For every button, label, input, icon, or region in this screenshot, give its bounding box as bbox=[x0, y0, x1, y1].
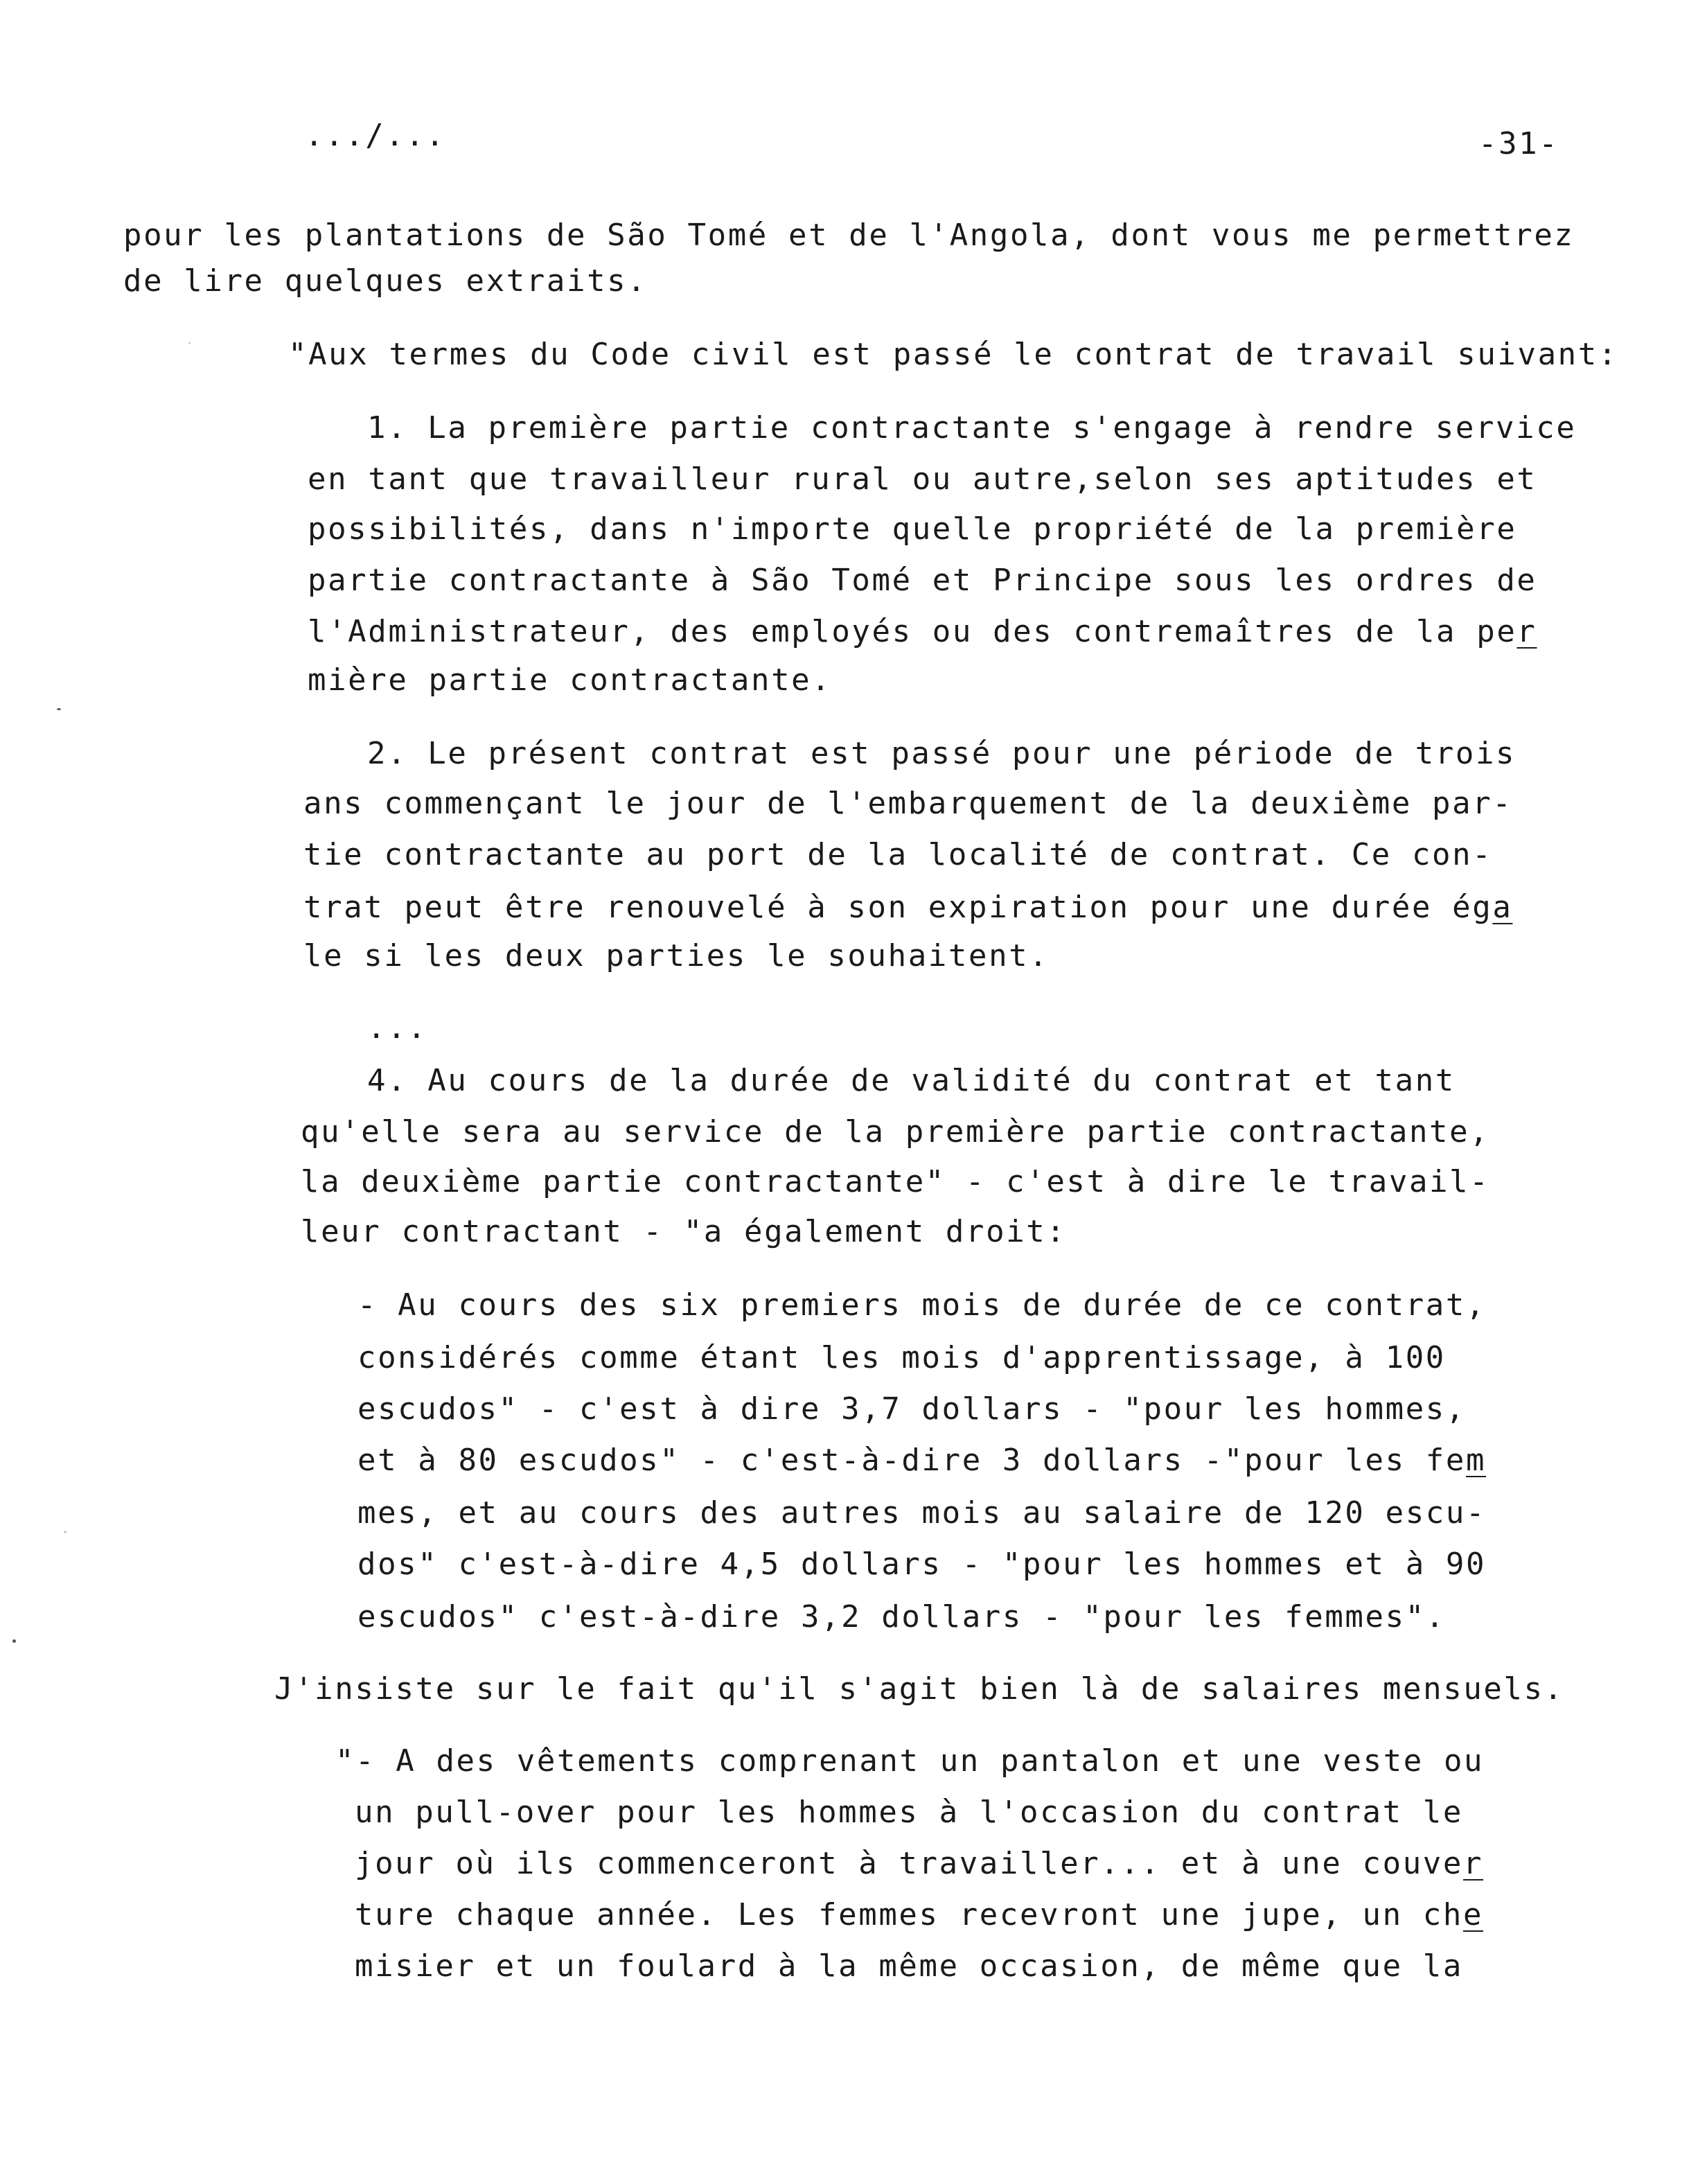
clause-4-line: 4. Au cours de la durée de validité du contrat et tant bbox=[367, 1063, 1456, 1098]
scan-speck bbox=[188, 342, 191, 344]
wages-line: escudos" - c'est à dire 3,7 dollars - "pour les hommes, bbox=[357, 1391, 1466, 1427]
wages-line: - Au cours des six premiers mois de durée de ce contrat, bbox=[357, 1287, 1487, 1323]
wages-line bbox=[357, 1440, 1486, 1481]
underlined-letter: r bbox=[1516, 614, 1537, 649]
wages-line: considérés comme étant les mois d'apprentissage, à 100 bbox=[357, 1340, 1446, 1375]
underlined-letter: a bbox=[1492, 890, 1513, 925]
underlined-letter: r bbox=[1462, 1846, 1484, 1881]
text-run: l'Administrateur, des employés ou des contremaîtres de la pe bbox=[308, 614, 1517, 649]
clause-4-line: leur contractant - "a également droit: bbox=[301, 1214, 1067, 1249]
clause-1-line: 1. La première partie contractante s'engage à rendre service bbox=[367, 410, 1577, 446]
clause-1-line bbox=[308, 611, 1537, 653]
wages-line: dos" c'est-à-dire 4,5 dollars - "pour les hommes et à 90 bbox=[357, 1547, 1487, 1582]
scan-speck bbox=[57, 708, 61, 710]
clause-1-line: mière partie contractante. bbox=[308, 662, 832, 698]
intro-line: de lire quelques extraits. bbox=[123, 263, 648, 299]
clause-4-line: qu'elle sera au service de la première partie contractante, bbox=[301, 1114, 1490, 1150]
contract-heading: "Aux termes du Code civil est passé le contrat de travail suivant: bbox=[288, 337, 1618, 372]
clause-1-line: partie contractante à São Tomé et Principe sous les ordres de bbox=[308, 563, 1537, 598]
clause-2-line: ans commençant le jour de l'embarquement de la deuxième par- bbox=[303, 786, 1513, 821]
wages-line: mes, et au cours des autres mois au salaire de 120 escu- bbox=[357, 1495, 1487, 1531]
text-run: jour où ils commenceront à travailler... et à une couve bbox=[355, 1846, 1463, 1881]
text-run: ture chaque année. Les femmes recevront une jupe, un ch bbox=[355, 1897, 1463, 1932]
continuation-mark: .../... bbox=[305, 118, 446, 153]
clothing-line: "- A des vêtements comprenant un pantalon et une veste ou bbox=[335, 1743, 1485, 1779]
clothing-line: misier et un foulard à la même occasion, de même que la bbox=[355, 1948, 1463, 1984]
clause-1-line: en tant que travailleur rural ou autre,selon ses aptitudes et bbox=[308, 461, 1537, 497]
clothing-line: un pull-over pour les hommes à l'occasion du contrat le bbox=[355, 1795, 1463, 1830]
clause-2-line: 2. Le présent contrat est passé pour une période de trois bbox=[367, 736, 1516, 771]
clothing-line bbox=[355, 1843, 1483, 1885]
scan-speck bbox=[12, 1639, 16, 1643]
speaker-remark: J'insiste sur le fait qu'il s'agit bien là de salaires mensuels. bbox=[274, 1671, 1564, 1707]
clause-2-line: tie contractante au port de la localité de contrat. Ce con- bbox=[303, 837, 1493, 872]
clause-4-line: la deuxième partie contractante" - c'est à dire le travail- bbox=[301, 1164, 1490, 1199]
wages-line: escudos" c'est-à-dire 3,2 dollars - "pour les femmes". bbox=[357, 1599, 1446, 1635]
scan-speck bbox=[64, 1531, 67, 1533]
text-run: et à 80 escudos" - c'est-à-dire 3 dollars -"pour les fe bbox=[357, 1443, 1466, 1478]
clause-2-line bbox=[303, 887, 1512, 928]
omission-ellipsis: ... bbox=[367, 1010, 428, 1046]
intro-line: pour les plantations de São Tomé et de l'Angola, dont vous me permettrez bbox=[123, 218, 1575, 253]
clause-2-line: le si les deux parties le souhaitent. bbox=[303, 938, 1050, 974]
clothing-line bbox=[355, 1894, 1483, 1936]
underlined-letter: m bbox=[1465, 1443, 1487, 1478]
underlined-letter: e bbox=[1462, 1897, 1484, 1932]
clause-1-line: possibilités, dans n'importe quelle propriété de la première bbox=[308, 511, 1517, 547]
text-run: trat peut être renouvelé à son expiration pour une durée ég bbox=[303, 890, 1493, 925]
page-number: -31- bbox=[1478, 126, 1559, 161]
